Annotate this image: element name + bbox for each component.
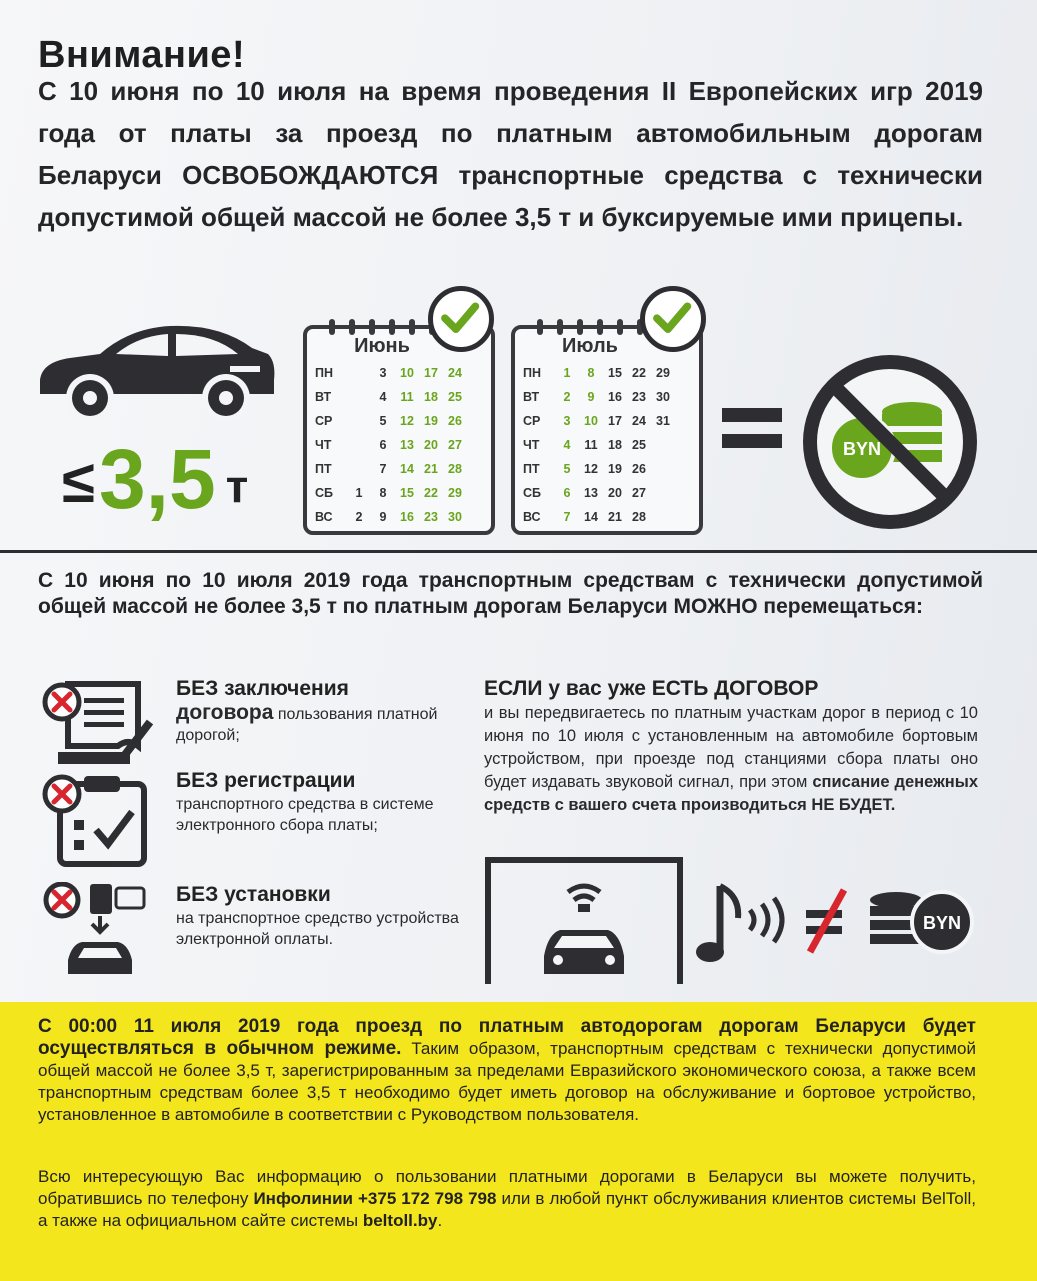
- calendar-day: 8: [587, 366, 595, 380]
- byn-label: BYN: [842, 439, 882, 459]
- footer-text: Таким образом, транспортным средствам с технически допустимой общей массой не более 3,5 т, зарегистрированным за пределами Евразийского экономического союза, а также всем транспортным средствам более 3,5 т необходимо будет иметь договор на обслуживание и бортовое устройство, установленное в автомобиле в соответствии с Руководством пользователя.: [38, 1039, 976, 1124]
- calendar-day: 8: [379, 486, 387, 500]
- calendar-day: 21: [608, 510, 622, 524]
- calendar-day: 5: [379, 414, 387, 428]
- calendar-row: [523, 505, 699, 529]
- calendar-day: 13: [400, 438, 414, 452]
- calendar-day: 4: [563, 438, 571, 452]
- calendar-row: [315, 385, 491, 409]
- info-paragraph: [38, 1166, 976, 1232]
- calendar-day: 4: [379, 390, 387, 404]
- condition-bold: договора: [176, 701, 274, 724]
- calendar-day: 11: [400, 390, 414, 404]
- contract-heading: ЕСЛИ у вас уже ЕСТЬ ДОГОВОР: [484, 677, 819, 700]
- calendar-day: 19: [608, 462, 622, 476]
- condition-heading: БЕЗ регистрации: [176, 769, 356, 792]
- calendar-day: 18: [424, 390, 438, 404]
- weekday-label: ЧТ: [315, 438, 332, 452]
- calendar-row: [523, 433, 699, 457]
- weekday-label: ПТ: [523, 462, 540, 476]
- weekday-label: ПТ: [315, 462, 332, 476]
- calendar-day: 16: [400, 510, 414, 524]
- less-or-equal-symbol: ≤: [62, 448, 95, 515]
- onboard-device-icon: [38, 882, 158, 982]
- calendar-row: [315, 481, 491, 505]
- calendar-day: 17: [608, 414, 622, 428]
- weekday-label: СБ: [315, 486, 334, 500]
- calendar-day: 6: [379, 438, 387, 452]
- calendar-day: 3: [379, 366, 387, 380]
- calendar-day: 9: [587, 390, 595, 404]
- calendar-day: 1: [355, 486, 363, 500]
- clipboard-check-icon: [38, 768, 158, 868]
- condition-no-device: [38, 882, 458, 982]
- calendar-day: 7: [379, 462, 387, 476]
- calendar-day: 16: [608, 390, 622, 404]
- intro-text-end: транспортные средства с технически допустимой общей массой не более 3,5 т и буксируемые ими прицепы.: [38, 160, 983, 232]
- website-link[interactable]: beltoll.by: [362, 1211, 438, 1230]
- weekday-label: ВС: [523, 510, 541, 524]
- footer-notice: [0, 1002, 1037, 1281]
- middle-paragraph: С 10 июня по 10 июля 2019 года транспортным средствам с технически допустимой общей массой не более 3,5 т по платным дорогам Беларуси МОЖНО перемещаться:: [38, 569, 983, 618]
- weekday-label: СР: [315, 414, 333, 428]
- calendar-day: 1: [563, 366, 571, 380]
- weekday-label: ВС: [315, 510, 333, 524]
- calendar-day: 29: [656, 366, 670, 380]
- calendar-row: [315, 409, 491, 433]
- weekday-label: ЧТ: [523, 438, 540, 452]
- info-text: Всю интересующую Вас информацию о пользовании платными дорогами в Беларуси вы можете получить, обратившись по телефону: [38, 1167, 976, 1208]
- calendar-row: [523, 409, 699, 433]
- byn-label: BYN: [922, 913, 962, 933]
- calendar-row: [315, 433, 491, 457]
- condition-no-registration: [38, 768, 458, 868]
- no-payment-icon: [800, 352, 980, 532]
- calendar-day: 20: [424, 438, 438, 452]
- intro-highlight: ОСВОБОЖДАЮТСЯ: [182, 160, 439, 190]
- info-text-end: .: [437, 1211, 443, 1230]
- weight-value: 3,5: [98, 432, 216, 526]
- calendar-day: 14: [400, 462, 414, 476]
- calendar-day: 30: [448, 510, 462, 524]
- contract-bold: списание денежных средств с вашего счета производиться НЕ БУДЕТ.: [484, 773, 979, 814]
- calendar-day: 7: [563, 510, 571, 524]
- checkmark-icon: [428, 286, 494, 352]
- calendar-day: 9: [379, 510, 387, 524]
- calendar-day: 27: [632, 486, 646, 500]
- weekday-label: ВТ: [523, 390, 540, 404]
- weekday-label: ВТ: [315, 390, 332, 404]
- condition-heading: БЕЗ заключения: [176, 677, 349, 700]
- calendar-day: 24: [448, 366, 462, 380]
- existing-contract-section: [484, 676, 978, 817]
- car-icon: [30, 318, 280, 428]
- weight-limit-badge: [62, 432, 249, 526]
- info-text-mid: или в любой пункт обслуживания клиентов системы BelToll, а также на официальном сайте системы: [38, 1189, 976, 1230]
- calendar-day: 31: [656, 414, 670, 428]
- infoline-phone: Инфолинии +375 172 798 798: [253, 1189, 497, 1208]
- checkmark-icon: [640, 286, 706, 352]
- calendar-day: 26: [448, 414, 462, 428]
- calendar-day: 29: [448, 486, 462, 500]
- condition-heading: БЕЗ установки: [176, 883, 331, 906]
- calendar-day: 12: [400, 414, 414, 428]
- calendar-month-title: Июнь: [354, 335, 410, 357]
- calendar-day: 18: [608, 438, 622, 452]
- calendar-day: 28: [632, 510, 646, 524]
- calendar-month-title: Июль: [562, 335, 618, 357]
- calendar-day: 25: [448, 390, 462, 404]
- section-divider: [0, 550, 1037, 553]
- calendar-day: 30: [656, 390, 670, 404]
- calendar-day: 21: [424, 462, 438, 476]
- calendar-day: 25: [632, 438, 646, 452]
- weight-unit: т: [225, 460, 249, 512]
- calendar-day: 12: [584, 462, 598, 476]
- condition-no-contract: [38, 676, 458, 776]
- calendar-day: 26: [632, 462, 646, 476]
- footer-paragraph: [38, 1016, 976, 1126]
- calendar-day: 11: [584, 438, 598, 452]
- intro-paragraph: [38, 70, 983, 238]
- calendar-day: 27: [448, 438, 462, 452]
- weekday-label: ПН: [523, 366, 542, 380]
- calendar-day: 23: [424, 510, 438, 524]
- weekday-label: СР: [523, 414, 541, 428]
- calendar-day: 20: [608, 486, 622, 500]
- condition-body: транспортного средства в системе электронного сбора платы;: [176, 796, 434, 834]
- calendar-day: 10: [584, 414, 598, 428]
- calendar-row: [523, 457, 699, 481]
- calendar-day: 15: [400, 486, 414, 500]
- calendar-day: 22: [632, 366, 646, 380]
- calendar-july: [511, 325, 703, 535]
- calendar-grid: [315, 361, 491, 529]
- weekday-label: СБ: [523, 486, 542, 500]
- calendar-day: 24: [632, 414, 646, 428]
- condition-body: [176, 702, 476, 746]
- calendar-day: 23: [632, 390, 646, 404]
- footer-lead: С 00:00 11 июля 2019 года проезд по платным автодорогам дорогам Беларуси будет осуществляться в обычном режиме.: [38, 1016, 976, 1059]
- weekday-label: ПН: [315, 366, 334, 380]
- calendar-day: 5: [563, 462, 571, 476]
- toll-gate-illustration: [484, 856, 984, 984]
- calendar-day: 2: [563, 390, 571, 404]
- equals-sign: [722, 406, 782, 450]
- calendar-row: [523, 481, 699, 505]
- calendar-row: [315, 361, 491, 385]
- contract-body: [484, 702, 978, 817]
- intro-text: С 10 июня по 10 июля на время проведения II Европейских игр 2019 года от платы за проезд по платным автомобильным дорогам Беларуси: [38, 76, 983, 190]
- contract-text: и вы передвигаетесь по платным участкам дорог в период с 10 июня по 10 июля с установленным на автомобиле бортовым устройством, при проезде под станциями сбора платы оно будет издавать звуковой сигнал, при этом: [484, 704, 978, 791]
- calendar-day: 13: [584, 486, 598, 500]
- calendar-row: [315, 505, 491, 529]
- calendar-day: 15: [608, 366, 622, 380]
- calendar-day: 22: [424, 486, 438, 500]
- calendar-day: 2: [355, 510, 363, 524]
- calendar-day: 3: [563, 414, 571, 428]
- calendar-june: [303, 325, 495, 535]
- calendar-day: 17: [424, 366, 438, 380]
- calendar-day: 14: [584, 510, 598, 524]
- calendar-day: 6: [563, 486, 571, 500]
- calendar-row: [523, 361, 699, 385]
- contract-document-icon: [38, 676, 158, 776]
- condition-body: на транспортное средство устройства электронной оплаты.: [176, 910, 459, 948]
- condition-text: пользования платной дорогой;: [176, 706, 438, 744]
- calendar-row: [523, 385, 699, 409]
- page-title: Внимание!: [38, 34, 246, 76]
- calendar-day: 10: [400, 366, 414, 380]
- calendar-day: 19: [424, 414, 438, 428]
- calendar-row: [315, 457, 491, 481]
- calendar-grid: [523, 361, 699, 529]
- calendar-day: 28: [448, 462, 462, 476]
